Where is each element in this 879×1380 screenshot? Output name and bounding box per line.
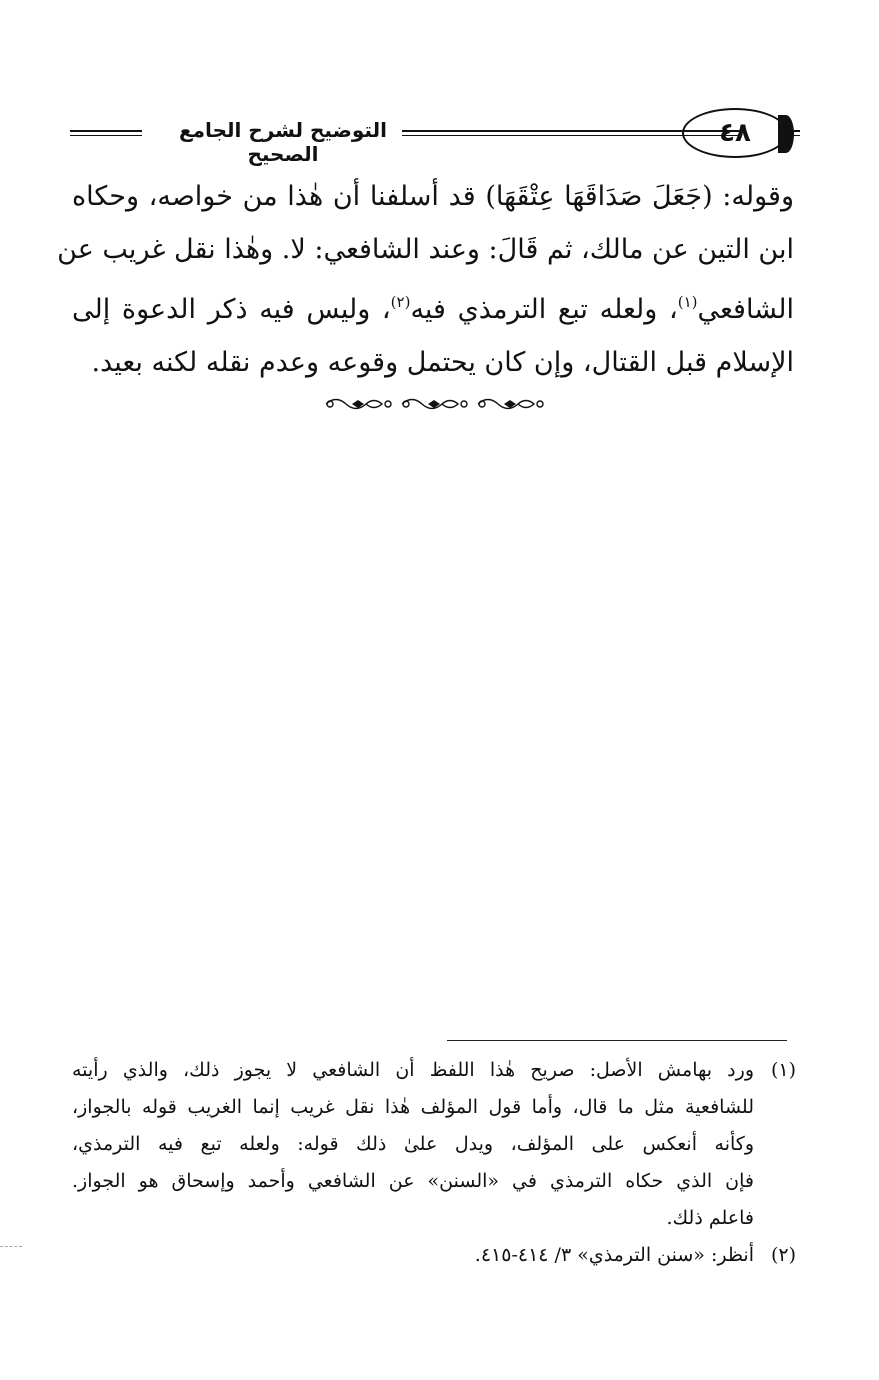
page-number (682, 108, 788, 158)
text-line-3-start: الشافعي (697, 294, 794, 325)
footnote-ref-1[interactable]: (١) (677, 293, 698, 311)
text-line-2: ابن التين عن مالك، ثم قَالَ: وعند الشافعي: لا. وهٰذا نقل غريب عن (57, 234, 794, 265)
main-text (57, 170, 794, 389)
footnote-2-number: (٢) (770, 1244, 796, 1266)
section-divider-ornament-icon (322, 393, 546, 415)
header-rule-right (784, 130, 800, 136)
text-line-4: الإسلام قبل القتال، وإن كان يحتمل وقوعه وعدم نقله لكنه بعيد. (91, 347, 794, 378)
scan-edge-mark (0, 1246, 22, 1247)
page-number-text: ٤٨ (719, 118, 751, 148)
footnote-2-text (72, 1237, 754, 1274)
footnote-1-line-5: فاعلم ذلك. (666, 1207, 754, 1229)
footnote-ref-2[interactable]: (٢) (390, 293, 411, 311)
text-line-3 (72, 276, 794, 336)
footnote-2 (72, 1237, 796, 1274)
book-title: التوضيح لشرح الجامع الصحيح (179, 118, 387, 166)
footnote-1-line-2: للشافعية مثل ما قال، وأما قول المؤلف هٰذا نقل غريب إنما الغريب قوله بالجواز، (72, 1096, 754, 1118)
footnote-1-line-1: ورد بهامش الأصل: صريح هٰذا اللفظ أن الشافعي لا يجوز ذلك، والذي رأيته (72, 1059, 754, 1081)
footnote-1-line-3: وكأنه أنعكس على المؤلف، ويدل علىٰ ذلك قوله: ولعله تبع فيه الترمذي، (72, 1133, 754, 1155)
text-line-3-middle: ، ولعله تبع الترمذي فيه (410, 294, 678, 325)
footnote-separator (447, 1040, 787, 1041)
footnote-1 (72, 1052, 796, 1237)
footnote-2-line-1: أنظر: «سنن الترمذي» ٣/ ٤١٤-٤١٥. (474, 1244, 754, 1266)
running-header (70, 108, 794, 166)
footnote-1-text (72, 1052, 754, 1237)
text-line-3-end: ، وليس فيه ذكر الدعوة إلى (72, 294, 391, 325)
header-rule-left (70, 130, 142, 136)
footnotes (72, 1052, 796, 1274)
text-line-1: وقوله: (جَعَلَ صَدَاقَهَا عِتْقَهَا) قد أسلفنا أن هٰذا من خواصه، وحكاه (72, 181, 794, 212)
footnote-1-number: (١) (770, 1059, 796, 1081)
footnote-1-line-4: فإن الذي حكاه الترمذي في «السنن» عن الشافعي وأحمد وإسحاق هو الجواز. (72, 1170, 754, 1192)
